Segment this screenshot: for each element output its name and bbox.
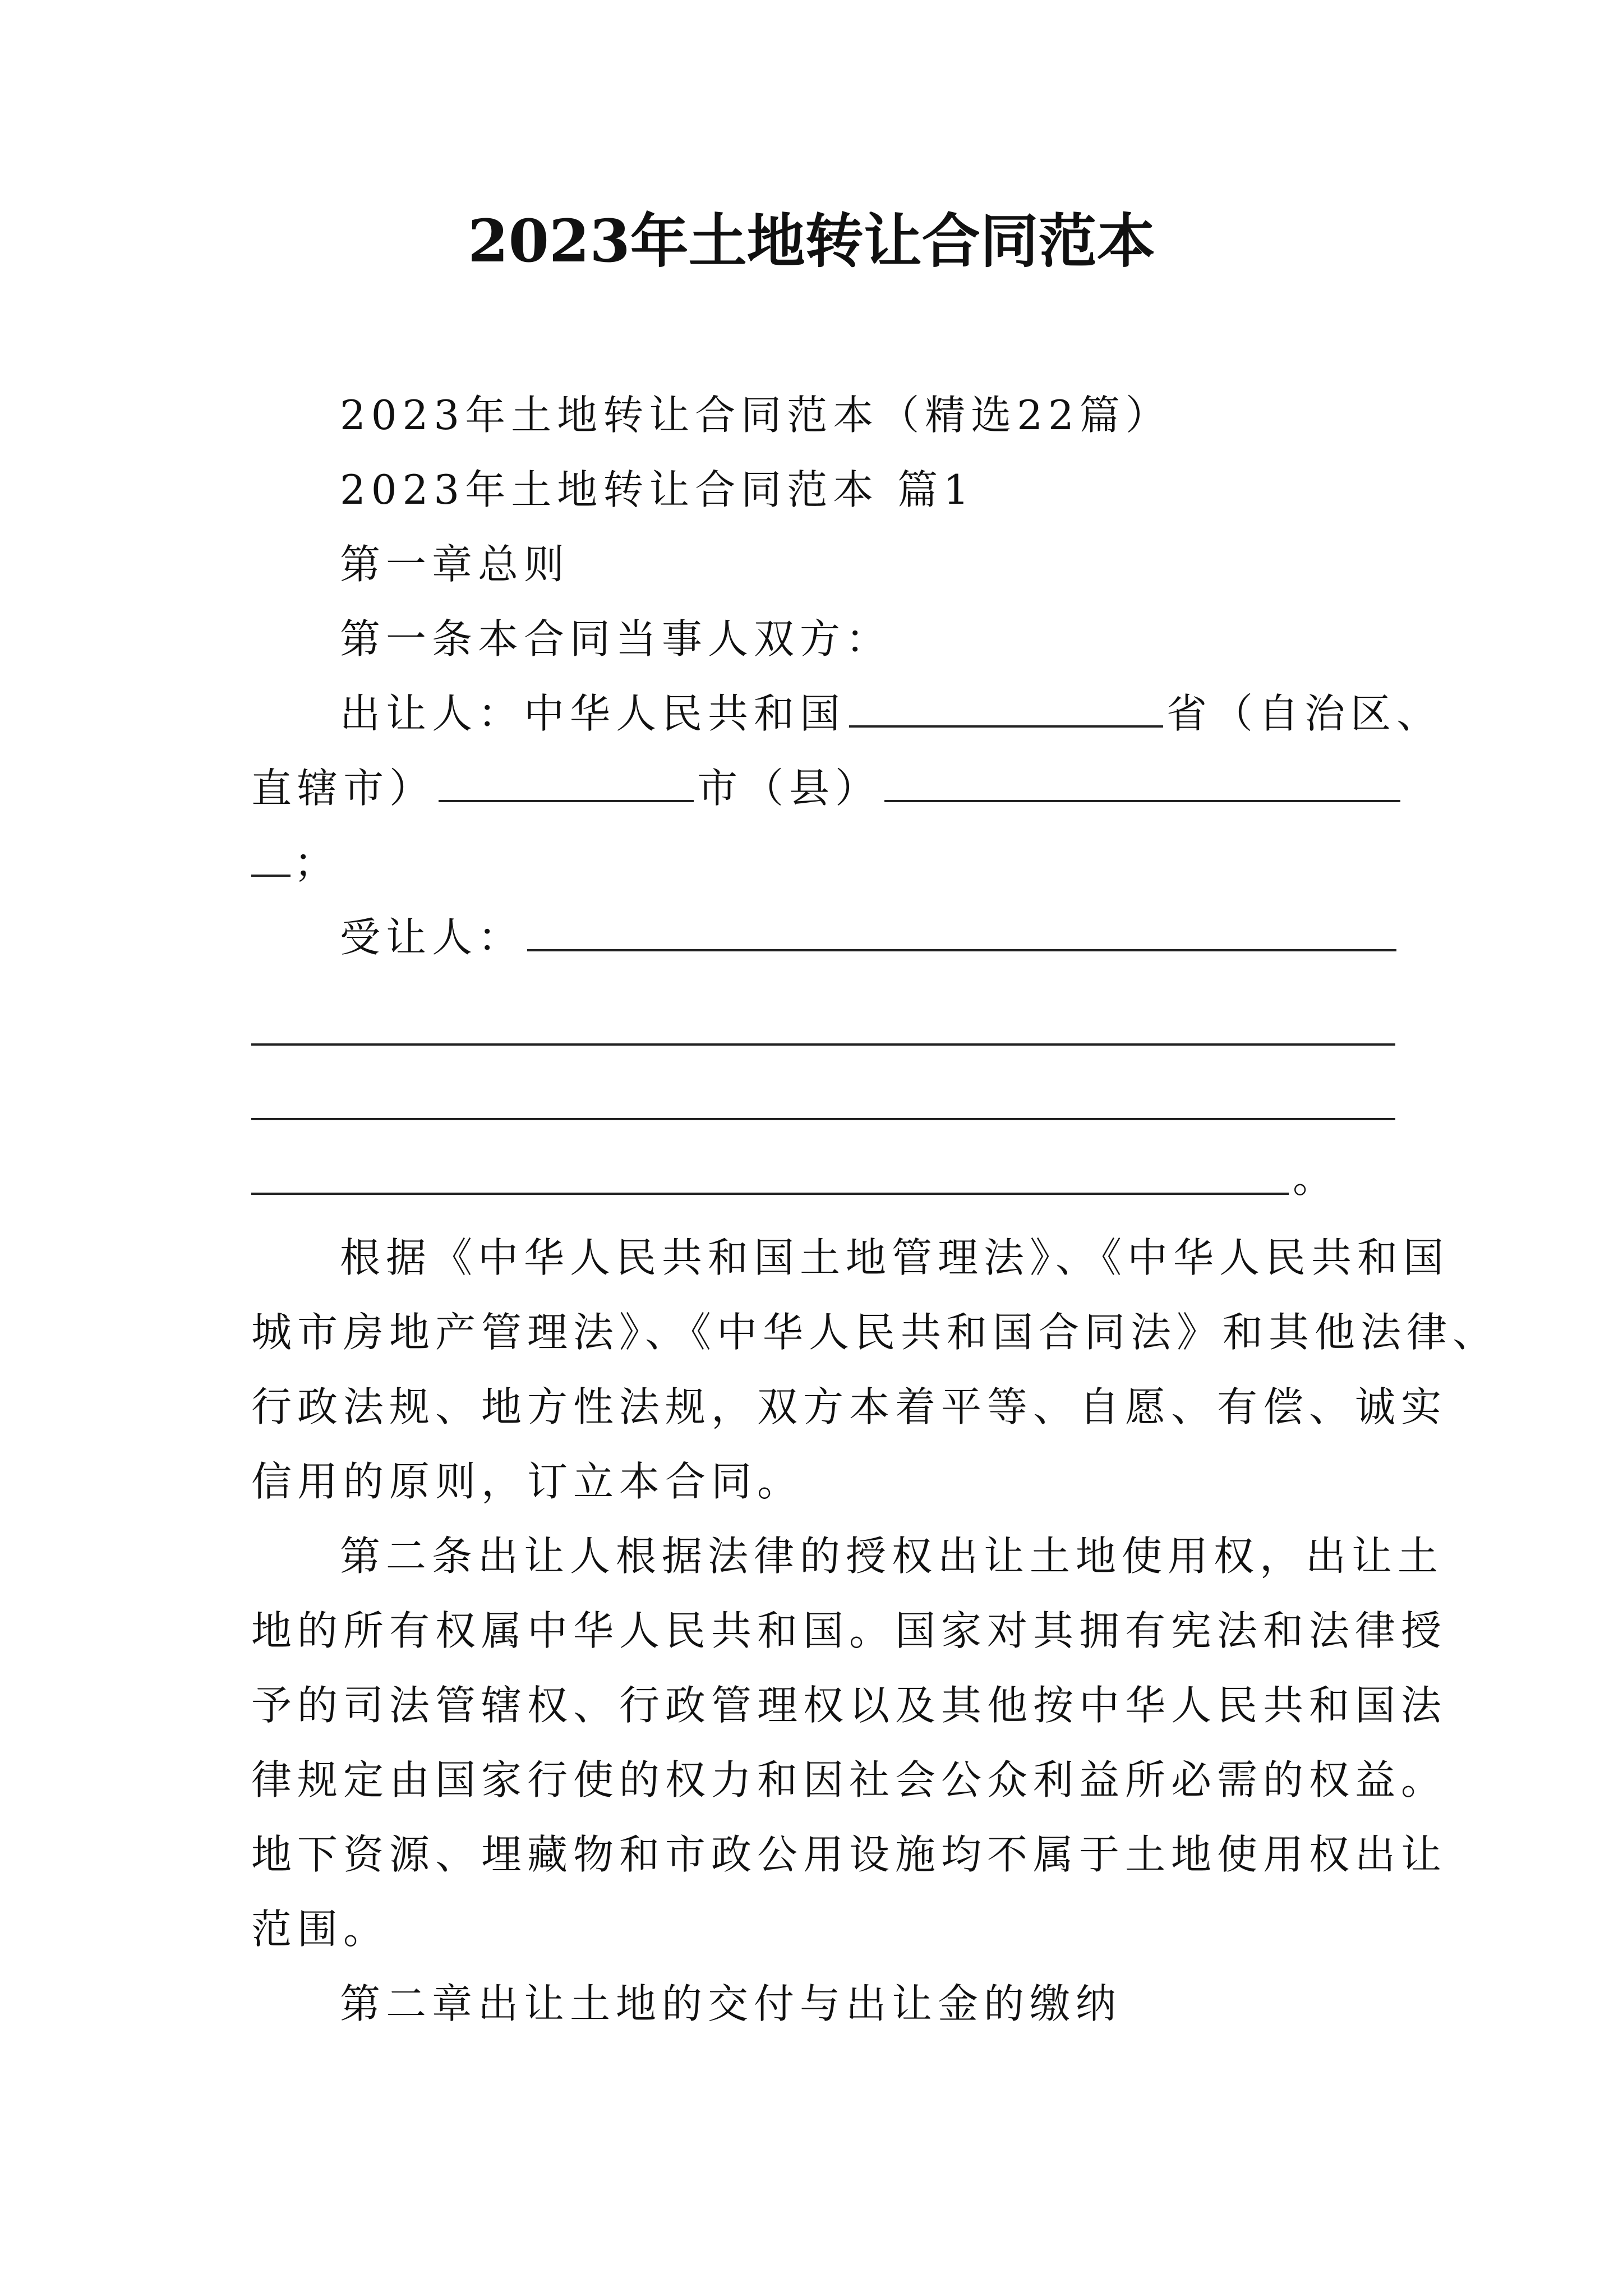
grantor-city-blank[interactable] xyxy=(439,761,694,802)
grantee-period: 。 xyxy=(1293,1154,1334,1202)
grantor-semicolon: ； xyxy=(294,839,335,886)
para2-line-2: 地的所有权属中华人民共和国。国家对其拥有宪法和法律授 xyxy=(251,1607,1447,1654)
grantor-province-label: 省（自治区、 xyxy=(1166,690,1443,737)
para2-line-3: 予的司法管辖权、行政管理权以及其他按中华人民共和国法 xyxy=(251,1682,1447,1729)
grantor-line-2 xyxy=(251,757,1395,819)
para1-line-2: 城市房地产管理法》、《中华人民共和国合同法》和其他法律、 xyxy=(251,1309,1499,1356)
grantor-province-blank[interactable] xyxy=(849,686,1163,728)
document-title: 2023年土地转让合同范本 xyxy=(468,206,1155,275)
article-1-intro: 第一条本合同当事人双方： xyxy=(340,615,892,662)
grantor-tail-blank[interactable] xyxy=(251,835,291,877)
piece-heading: 2023年土地转让合同范本 篇1 xyxy=(340,466,975,513)
para2-line-5: 地下资源、埋藏物和市政公用设施均不属于土地使用权出让 xyxy=(251,1831,1447,1878)
grantor-line-3 xyxy=(251,832,1395,894)
para2-line-4: 律规定由国家行使的权力和因社会公众利益所必需的权益。 xyxy=(251,1756,1447,1803)
grantor-city-prefix: 直辖市） xyxy=(251,765,436,812)
chapter-heading-2: 第二章出让土地的交付与出让金的缴纳 xyxy=(340,1980,1122,2027)
para1-line-3: 行政法规、地方性法规，双方本着平等、自愿、有偿、诚实 xyxy=(251,1383,1447,1430)
grantee-blank-line-2[interactable] xyxy=(251,1043,1395,1046)
chapter-heading-1: 第一章总则 xyxy=(340,541,570,588)
para2-line-1: 第二条出让人根据法律的授权出让土地使用权，出让土 xyxy=(340,1533,1444,1580)
grantee-blank[interactable] xyxy=(527,910,1396,951)
grantor-label: 出让人：中华人民共和国 xyxy=(340,690,846,737)
para2-line-6: 范围。 xyxy=(251,1906,390,1953)
grantor-city-label: 市（县） xyxy=(697,765,882,812)
grantee-blank-line-3[interactable] xyxy=(251,1118,1395,1120)
grantor-line xyxy=(340,683,1443,744)
subtitle: 2023年土地转让合同范本（精选22篇） xyxy=(340,392,1172,439)
grantor-county-blank[interactable] xyxy=(884,761,1400,802)
grantee-line xyxy=(340,907,1395,968)
para1-line-1: 根据《中华人民共和国土地管理法》、《中华人民共和国 xyxy=(340,1234,1450,1281)
para1-line-4: 信用的原则，订立本合同。 xyxy=(251,1458,804,1505)
grantee-label: 受让人： xyxy=(340,914,524,961)
grantee-blank-line-4[interactable] xyxy=(251,1193,1289,1195)
